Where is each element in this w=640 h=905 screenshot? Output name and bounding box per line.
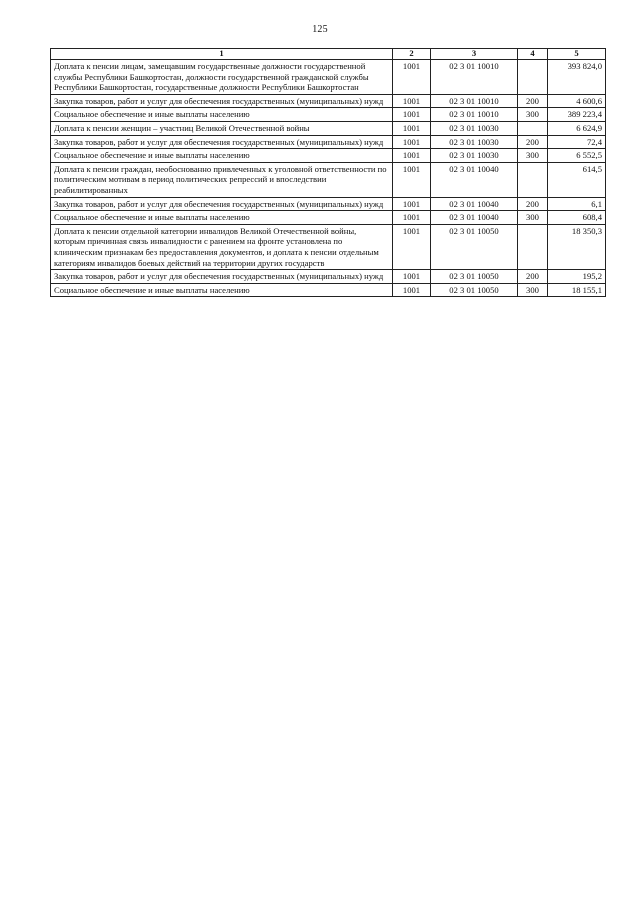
row-section-cell: 1001 xyxy=(393,121,431,135)
table-row xyxy=(51,135,606,149)
header-col-1: 1 xyxy=(51,49,393,60)
row-section-cell: 1001 xyxy=(393,149,431,163)
row-amount-cell: 614,5 xyxy=(548,162,606,197)
page-number: 125 xyxy=(312,24,328,35)
header-row xyxy=(51,49,606,60)
row-name-cell: Социальное обеспечение и иные выплаты населению xyxy=(51,211,393,225)
row-amount-cell: 195,2 xyxy=(548,270,606,284)
row-amount-cell: 6,1 xyxy=(548,197,606,211)
row-amount-cell: 608,4 xyxy=(548,211,606,225)
table-row xyxy=(51,94,606,108)
row-amount-cell: 6 552,5 xyxy=(548,149,606,163)
row-section-cell: 1001 xyxy=(393,211,431,225)
row-type-cell: 200 xyxy=(518,135,548,149)
header-col-4: 4 xyxy=(518,49,548,60)
row-type-cell: 300 xyxy=(518,149,548,163)
row-amount-cell: 393 824,0 xyxy=(548,60,606,95)
row-target-cell: 02 3 01 10030 xyxy=(431,135,518,149)
row-target-cell: 02 3 01 10050 xyxy=(431,224,518,269)
row-name-cell: Социальное обеспечение и иные выплаты населению xyxy=(51,149,393,163)
row-type-cell: 200 xyxy=(518,94,548,108)
row-target-cell: 02 3 01 10050 xyxy=(431,270,518,284)
row-name-cell: Доплата к пенсии граждан, необоснованно привлеченных к уголовной ответственности по политическим мотивам в период политических репрессий и впоследствии реабилитированных xyxy=(51,162,393,197)
row-type-cell xyxy=(518,224,548,269)
row-target-cell: 02 3 01 10040 xyxy=(431,211,518,225)
row-target-cell: 02 3 01 10030 xyxy=(431,149,518,163)
row-amount-cell: 18 155,1 xyxy=(548,283,606,297)
row-type-cell xyxy=(518,162,548,197)
table-row xyxy=(51,108,606,122)
row-type-cell: 200 xyxy=(518,197,548,211)
header-col-5: 5 xyxy=(548,49,606,60)
row-target-cell: 02 3 01 10010 xyxy=(431,60,518,95)
table-row xyxy=(51,224,606,269)
row-section-cell: 1001 xyxy=(393,270,431,284)
row-section-cell: 1001 xyxy=(393,162,431,197)
table-row xyxy=(51,162,606,197)
row-type-cell: 300 xyxy=(518,108,548,122)
row-name-cell: Доплата к пенсии отдельной категории инвалидов Великой Отечественной войны, которым причинная связь инвалидности с ранением на фронте установлена по клиническим признакам без предоставления документов, и доплата к пенсии отдельным категориям инвалидов боевых действий на территории других государств xyxy=(51,224,393,269)
row-type-cell xyxy=(518,121,548,135)
row-type-cell xyxy=(518,60,548,95)
row-amount-cell: 18 350,3 xyxy=(548,224,606,269)
row-target-cell: 02 3 01 10040 xyxy=(431,162,518,197)
row-amount-cell: 6 624,9 xyxy=(548,121,606,135)
table-row xyxy=(51,121,606,135)
row-type-cell: 300 xyxy=(518,283,548,297)
row-target-cell: 02 3 01 10050 xyxy=(431,283,518,297)
row-type-cell: 200 xyxy=(518,270,548,284)
header-col-3: 3 xyxy=(431,49,518,60)
row-section-cell: 1001 xyxy=(393,283,431,297)
table-row xyxy=(51,211,606,225)
row-name-cell: Социальное обеспечение и иные выплаты населению xyxy=(51,108,393,122)
row-name-cell: Закупка товаров, работ и услуг для обеспечения государственных (муниципальных) нужд xyxy=(51,94,393,108)
table-row xyxy=(51,270,606,284)
table-row xyxy=(51,197,606,211)
row-target-cell: 02 3 01 10010 xyxy=(431,94,518,108)
row-name-cell: Доплата к пенсии женщин – участниц Великой Отечественной войны xyxy=(51,121,393,135)
row-name-cell: Закупка товаров, работ и услуг для обеспечения государственных (муниципальных) нужд xyxy=(51,270,393,284)
row-section-cell: 1001 xyxy=(393,60,431,95)
row-amount-cell: 72,4 xyxy=(548,135,606,149)
row-target-cell: 02 3 01 10040 xyxy=(431,197,518,211)
row-section-cell: 1001 xyxy=(393,197,431,211)
row-name-cell: Социальное обеспечение и иные выплаты населению xyxy=(51,283,393,297)
row-type-cell: 300 xyxy=(518,211,548,225)
row-amount-cell: 389 223,4 xyxy=(548,108,606,122)
row-section-cell: 1001 xyxy=(393,94,431,108)
header-col-2: 2 xyxy=(393,49,431,60)
row-section-cell: 1001 xyxy=(393,135,431,149)
row-amount-cell: 4 600,6 xyxy=(548,94,606,108)
row-target-cell: 02 3 01 10030 xyxy=(431,121,518,135)
row-name-cell: Закупка товаров, работ и услуг для обеспечения государственных (муниципальных) нужд xyxy=(51,135,393,149)
row-target-cell: 02 3 01 10010 xyxy=(431,108,518,122)
table-row xyxy=(51,149,606,163)
row-section-cell: 1001 xyxy=(393,224,431,269)
row-name-cell: Доплата к пенсии лицам, замещавшим государственные должности государственной службы Республики Башкортостан, должности государственной гражданской службы Республики Башкортостан, государственные должности Республики Башкортостан xyxy=(51,60,393,95)
row-section-cell: 1001 xyxy=(393,108,431,122)
row-name-cell: Закупка товаров, работ и услуг для обеспечения государственных (муниципальных) нужд xyxy=(51,197,393,211)
budget-table xyxy=(50,48,606,297)
table-row xyxy=(51,283,606,297)
table-row xyxy=(51,60,606,95)
